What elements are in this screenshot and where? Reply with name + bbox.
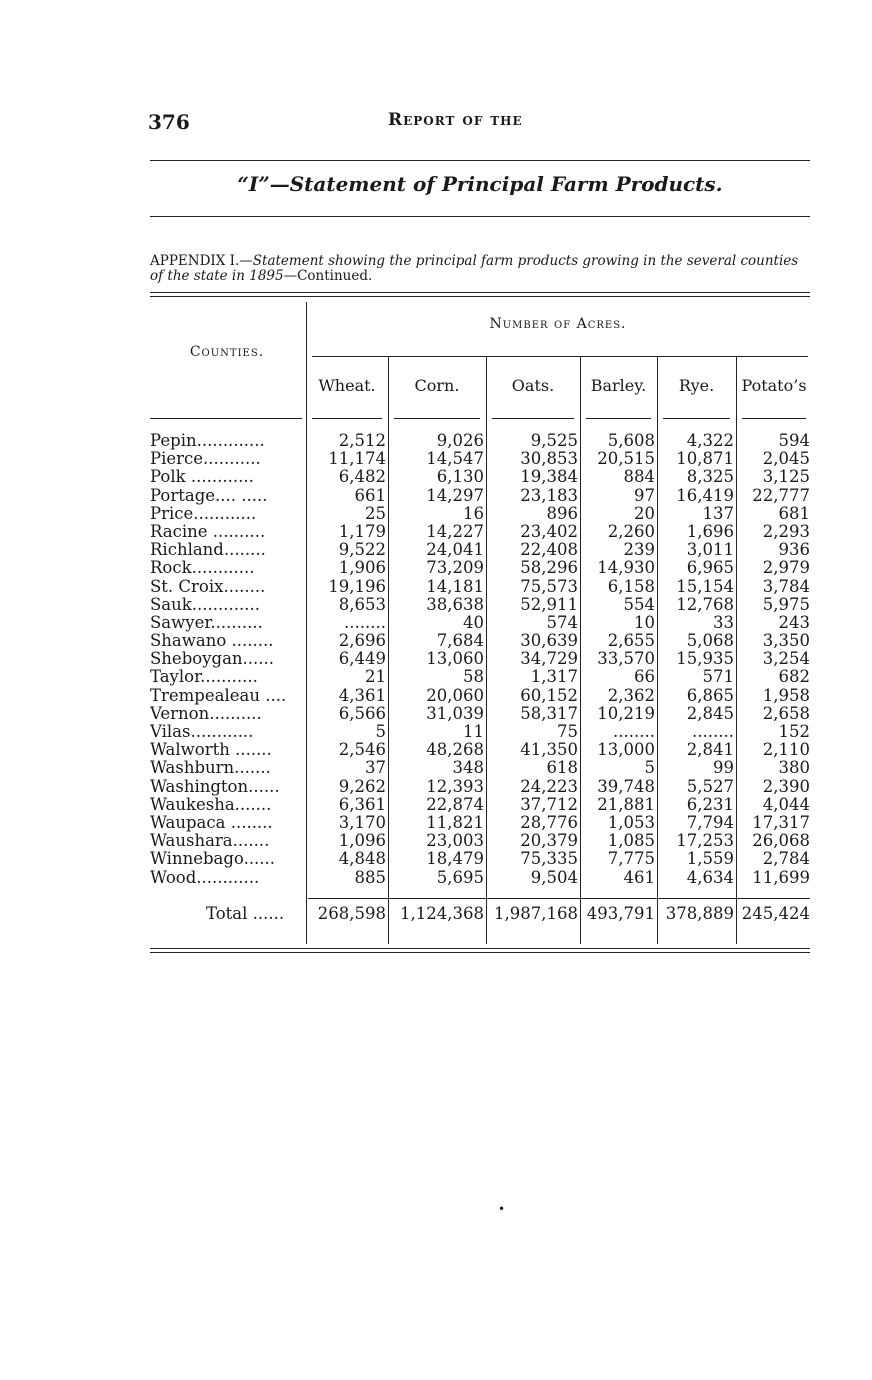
table-row — [150, 578, 810, 596]
acreage-cell: 3,011 — [686, 540, 734, 560]
acreage-cell: 5,695 — [436, 867, 484, 887]
acreage-cell: 14,227 — [426, 521, 484, 541]
acreage-cell: 1,053 — [607, 812, 655, 832]
table-row — [150, 432, 810, 450]
acreage-cell: 58,296 — [520, 558, 578, 578]
acreage-cell: 5 — [644, 758, 655, 778]
acreage-cell: 2,845 — [686, 703, 734, 723]
total-cell: 493,791 — [586, 904, 655, 923]
acreage-cell: 1,085 — [607, 831, 655, 851]
table-row — [150, 505, 810, 523]
acreage-cell: 37,712 — [520, 794, 578, 814]
total-cell: 245,424 — [741, 904, 810, 923]
acreage-cell: 38,638 — [426, 594, 484, 614]
acreage-cell: 31,039 — [426, 703, 484, 723]
acreage-cell: 18,479 — [426, 849, 484, 869]
acreage-cell: 574 — [546, 612, 578, 632]
acreage-cell: 7,775 — [607, 849, 655, 869]
table-row — [150, 759, 810, 777]
column-divider — [580, 356, 581, 944]
caption-italic: Statement showing the principal farm products growing in the several counties of the state in 1895 — [150, 253, 799, 284]
acreage-cell: 1,179 — [338, 521, 386, 541]
acreage-cell: 1,096 — [338, 831, 386, 851]
total-cell: 1,987,168 — [494, 904, 578, 923]
acreage-cell: 2,696 — [338, 631, 386, 651]
column-underline — [663, 418, 730, 419]
acreage-cell: 239 — [623, 540, 655, 560]
county-name: Richland........ — [150, 541, 266, 560]
county-name: Sheboygan...... — [150, 650, 275, 669]
acreage-cell: 23,003 — [426, 831, 484, 851]
acreage-cell: 48,268 — [426, 740, 484, 760]
acreage-cell: 1,317 — [530, 667, 578, 687]
acreage-cell: 8,653 — [338, 594, 386, 614]
total-cell: 1,124,368 — [400, 904, 484, 923]
county-name: Pepin............. — [150, 432, 265, 450]
acreage-cell: 22,777 — [752, 485, 810, 505]
acreage-cell: 884 — [623, 467, 655, 487]
acreage-cell: 23,183 — [520, 485, 578, 505]
table-row — [150, 650, 810, 668]
column-divider — [657, 356, 658, 944]
header-rule-top — [150, 160, 810, 161]
acreage-cell: 23,402 — [520, 521, 578, 541]
acreage-cell: 2,390 — [762, 776, 810, 796]
acres-group-underline — [312, 356, 808, 357]
acreage-cell: 75 — [557, 722, 578, 741]
table-bottom-rule-2 — [150, 952, 810, 953]
acreage-cell: ........ — [613, 722, 655, 741]
column-underline — [394, 418, 480, 419]
acreage-cell: 11,699 — [752, 867, 810, 887]
county-name: Shawano ........ — [150, 632, 274, 651]
acreage-cell: 661 — [354, 485, 386, 505]
acreage-cell: 24,223 — [520, 776, 578, 796]
acreage-cell: 6,965 — [686, 558, 734, 578]
county-name: Waushara....... — [150, 832, 270, 851]
column-header-1: Wheat. — [318, 376, 376, 395]
acreage-cell: 1,696 — [686, 521, 734, 541]
acreage-cell: 2,045 — [762, 449, 810, 469]
table-row — [150, 559, 810, 577]
acreage-cell: 6,449 — [338, 649, 386, 669]
acreage-cell: 554 — [623, 594, 655, 614]
county-name: Walworth ....... — [150, 741, 272, 760]
county-name: Trempealeau .... — [150, 686, 287, 705]
acreage-cell: 66 — [634, 667, 655, 687]
county-name: Portage.... ..... — [150, 486, 268, 505]
counties-underline — [150, 418, 302, 419]
acreage-cell: 3,170 — [338, 812, 386, 832]
counties-header: Counties. — [189, 344, 265, 360]
caption-suffix: —Continued. — [283, 268, 373, 284]
column-header-4: Barley. — [590, 376, 647, 395]
acreage-cell: 26,068 — [752, 831, 810, 851]
acreage-cell: 5,068 — [686, 631, 734, 651]
acreage-cell: 13,000 — [597, 740, 655, 760]
acreage-cell: 24,041 — [426, 540, 484, 560]
acreage-cell: 99 — [713, 758, 734, 778]
acreage-cell: 6,158 — [607, 576, 655, 596]
acreage-cell: 1,906 — [338, 558, 386, 578]
acreage-cell: 20,515 — [597, 449, 655, 469]
acreage-cell: 10 — [634, 612, 655, 632]
acreage-cell: 4,634 — [686, 867, 734, 887]
acreage-cell: 12,768 — [676, 594, 734, 614]
table-row — [150, 723, 810, 741]
acreage-cell: 3,254 — [762, 649, 810, 669]
acreage-cell: ........ — [344, 612, 386, 632]
table-row — [150, 832, 810, 850]
acreage-cell: 2,658 — [762, 703, 810, 723]
table-row — [150, 632, 810, 650]
table-row — [150, 869, 810, 887]
acreage-cell: 896 — [546, 503, 578, 523]
county-name: Waukesha....... — [150, 795, 272, 814]
acreage-cell: 30,639 — [520, 631, 578, 651]
acreage-cell: 6,482 — [338, 467, 386, 487]
acreage-cell: 2,260 — [607, 521, 655, 541]
acreage-cell: 5 — [375, 722, 386, 741]
table-row — [150, 614, 810, 632]
page-number: 376 — [148, 110, 190, 134]
acreage-cell: 14,930 — [597, 558, 655, 578]
acreage-cell: 5,975 — [762, 594, 810, 614]
acreage-cell: 2,655 — [607, 631, 655, 651]
acreage-cell: 17,317 — [752, 812, 810, 832]
column-underline — [492, 418, 574, 419]
acreage-cell: 33 — [713, 612, 734, 632]
stray-mark: • — [498, 1202, 506, 1216]
county-name: Washington...... — [150, 777, 280, 796]
acreage-cell: 7,684 — [436, 631, 484, 651]
county-name: Racine .......... — [150, 522, 266, 541]
acreage-cell: 5,608 — [607, 431, 655, 450]
acreage-cell: 14,297 — [426, 485, 484, 505]
table-row — [150, 450, 810, 468]
acreage-cell: 681 — [778, 503, 810, 523]
acreage-cell: 60,152 — [520, 685, 578, 705]
table-row — [150, 850, 810, 868]
table-row — [150, 523, 810, 541]
table-caption — [150, 254, 812, 284]
county-name: Sauk............. — [150, 595, 260, 614]
section-title: “I”—Statement of Principal Farm Products. — [237, 172, 723, 196]
column-header-2: Corn. — [414, 376, 460, 395]
acreage-cell: 20,379 — [520, 831, 578, 851]
acreage-cell: 10,219 — [597, 703, 655, 723]
acreage-cell: 19,384 — [520, 467, 578, 487]
acreage-cell: 243 — [778, 612, 810, 632]
total-cell: 268,598 — [317, 904, 386, 923]
acreage-cell: 3,125 — [762, 467, 810, 487]
acreage-cell: 17,253 — [676, 831, 734, 851]
acreage-cell: 2,512 — [338, 431, 386, 450]
total-cell: 378,889 — [665, 904, 734, 923]
acreage-cell: 6,361 — [338, 794, 386, 814]
header-rule-bottom — [150, 216, 810, 217]
column-underline — [742, 418, 806, 419]
acreage-cell: 5,527 — [686, 776, 734, 796]
county-name: Taylor........... — [150, 668, 258, 687]
acreage-cell: 4,322 — [686, 431, 734, 450]
acreage-cell: 37 — [365, 758, 386, 778]
county-name: Winnebago...... — [150, 850, 276, 869]
acreage-cell: 58,317 — [520, 703, 578, 723]
acreage-cell: 1,958 — [762, 685, 810, 705]
column-underline — [586, 418, 651, 419]
acreage-cell: 348 — [452, 758, 484, 778]
acreage-cell: 3,784 — [762, 576, 810, 596]
caption-lead: APPENDIX I.— — [150, 253, 253, 269]
acreage-cell: 30,853 — [520, 449, 578, 469]
acreage-cell: 594 — [778, 431, 810, 450]
acreage-cell: 20,060 — [426, 685, 484, 705]
county-name: Pierce........... — [150, 450, 261, 469]
acres-group-header: Number of Acres. — [489, 316, 627, 332]
acreage-cell: 75,573 — [520, 576, 578, 596]
acreage-cell: 22,874 — [426, 794, 484, 814]
acreage-cell: 11,821 — [426, 812, 484, 832]
county-name: Wood............ — [150, 868, 260, 887]
acreage-cell: 97 — [634, 485, 655, 505]
acreage-cell: 14,547 — [426, 449, 484, 469]
column-divider — [486, 356, 487, 944]
acreage-cell: 152 — [778, 722, 810, 741]
acreage-cell: 461 — [623, 867, 655, 887]
table-row — [150, 668, 810, 686]
table-header — [150, 292, 810, 420]
acreage-cell: 618 — [546, 758, 578, 778]
county-name: Price............ — [150, 504, 257, 523]
acreage-cell: 12,393 — [426, 776, 484, 796]
acreage-cell: 13,060 — [426, 649, 484, 669]
county-name: Waupaca ........ — [150, 813, 273, 832]
acreage-cell: 19,196 — [328, 576, 386, 596]
table-row — [150, 468, 810, 486]
acreage-cell: 9,262 — [338, 776, 386, 796]
acreage-cell: 936 — [778, 540, 810, 560]
acreage-cell: 9,026 — [436, 431, 484, 450]
table-bottom-rule-1 — [150, 948, 810, 949]
acreage-cell: 6,566 — [338, 703, 386, 723]
acreage-cell: 9,525 — [530, 431, 578, 450]
county-name: Sawyer.......... — [150, 613, 263, 632]
acreage-cell: 1,559 — [686, 849, 734, 869]
acreage-cell: 7,794 — [686, 812, 734, 832]
acreage-cell: 52,911 — [520, 594, 578, 614]
acreage-cell: 15,154 — [676, 576, 734, 596]
column-divider — [736, 356, 737, 944]
table-row — [150, 687, 810, 705]
acreage-cell: 34,729 — [520, 649, 578, 669]
county-name: Polk ............ — [150, 468, 254, 487]
acreage-cell: 40 — [463, 612, 484, 632]
acreage-cell: 2,979 — [762, 558, 810, 578]
acreage-cell: 571 — [702, 667, 734, 687]
column-header-3: Oats. — [511, 376, 555, 395]
acreage-cell: 9,522 — [338, 540, 386, 560]
acreage-cell: 11,174 — [328, 449, 386, 469]
acreage-cell: 33,570 — [597, 649, 655, 669]
acreage-cell: 2,546 — [338, 740, 386, 760]
table-row — [150, 487, 810, 505]
county-name: Rock............ — [150, 559, 255, 578]
acreage-cell: 137 — [702, 503, 734, 523]
acreage-cell: 16,419 — [676, 485, 734, 505]
acreage-cell: 885 — [354, 867, 386, 887]
acreage-cell: 4,044 — [762, 794, 810, 814]
acreage-cell: 9,504 — [530, 867, 578, 887]
table-row — [150, 541, 810, 559]
acreage-cell: 14,181 — [426, 576, 484, 596]
county-name: Washburn....... — [150, 759, 271, 778]
acreage-cell: 11 — [463, 722, 484, 741]
acreage-cell: 16 — [463, 503, 484, 523]
acreage-cell: 2,110 — [762, 740, 810, 760]
table-row — [150, 596, 810, 614]
county-name: Vilas............ — [150, 723, 254, 741]
acreage-cell: 41,350 — [520, 740, 578, 760]
table-row — [150, 741, 810, 759]
acreage-cell: 25 — [365, 503, 386, 523]
acreage-cell: ........ — [692, 722, 734, 741]
column-header-5: Rye. — [678, 376, 715, 395]
total-rule — [308, 898, 810, 899]
acreage-cell: 8,325 — [686, 467, 734, 487]
column-divider — [306, 302, 307, 944]
acreage-cell: 4,361 — [338, 685, 386, 705]
acreage-cell: 73,209 — [426, 558, 484, 578]
county-name: Vernon.......... — [150, 704, 262, 723]
acreage-cell: 15,935 — [676, 649, 734, 669]
county-name: St. Croix........ — [150, 577, 266, 596]
acreage-cell: 10,871 — [676, 449, 734, 469]
table-row — [150, 814, 810, 832]
acreage-cell: 6,865 — [686, 685, 734, 705]
farm-products-table — [150, 292, 810, 923]
acreage-cell: 380 — [778, 758, 810, 778]
acreage-cell: 28,776 — [520, 812, 578, 832]
table-row — [150, 778, 810, 796]
acreage-cell: 2,293 — [762, 521, 810, 541]
acreage-cell: 3,350 — [762, 631, 810, 651]
acreage-cell: 2,362 — [607, 685, 655, 705]
acreage-cell: 6,130 — [436, 467, 484, 487]
acreage-cell: 4,848 — [338, 849, 386, 869]
acreage-cell: 682 — [778, 667, 810, 687]
acreage-cell: 6,231 — [686, 794, 734, 814]
running-head: Report of the — [388, 110, 523, 130]
acreage-cell: 21,881 — [597, 794, 655, 814]
table-row — [150, 705, 810, 723]
column-header-6: Potato’s — [741, 376, 807, 395]
acreage-cell: 75,335 — [520, 849, 578, 869]
acreage-cell: 22,408 — [520, 540, 578, 560]
acreage-cell: 58 — [463, 667, 484, 687]
table-row — [150, 796, 810, 814]
total-label: Total ...... — [206, 904, 285, 923]
table-body — [150, 432, 810, 887]
acreage-cell: 2,841 — [686, 740, 734, 760]
acreage-cell: 39,748 — [597, 776, 655, 796]
acreage-cell: 20 — [634, 503, 655, 523]
acreage-cell: 21 — [365, 667, 386, 687]
acreage-cell: 2,784 — [762, 849, 810, 869]
column-underline — [312, 418, 382, 419]
column-divider — [388, 356, 389, 944]
